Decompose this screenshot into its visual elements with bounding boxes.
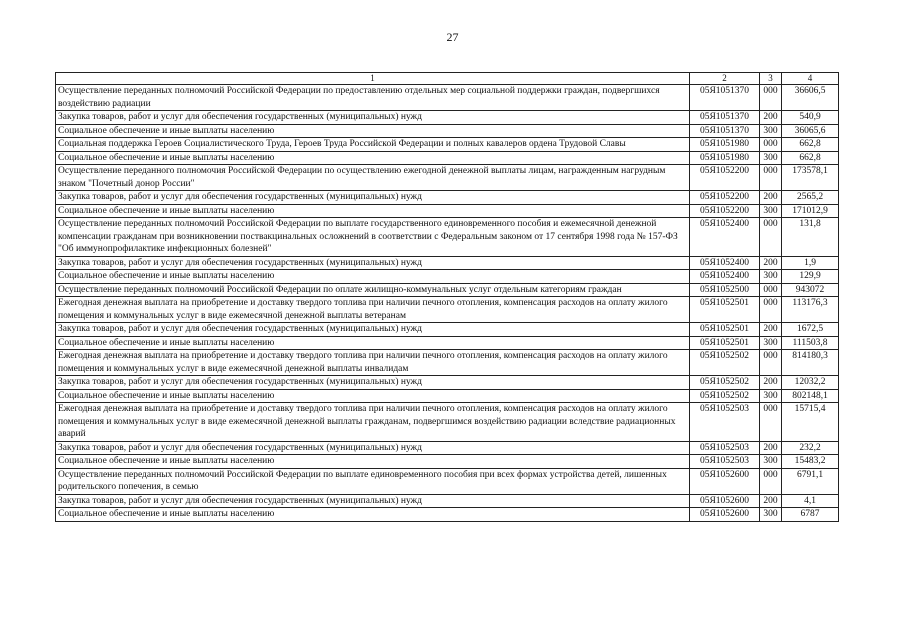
row-type-cell: 000 xyxy=(760,468,782,494)
row-sum-cell: 662,8 xyxy=(782,151,839,165)
header-cell-type: 3 xyxy=(760,73,782,85)
table-row xyxy=(56,124,839,138)
row-code-cell: 05Я1052600 xyxy=(690,468,760,494)
row-name-cell: Социальное обеспечение и иные выплаты населению xyxy=(56,151,690,165)
row-name-cell: Ежегодная денежная выплата на приобретение и доставку твердого топлива при наличии печного отопления, компенсация расходов на оплату жилого помещения и коммунальных услуг в виде ежемесячной денежной выплаты гражданам, подвергшимся воздействию радиации вследствие радиационных аварий xyxy=(56,403,690,442)
row-name-cell: Социальное обеспечение и иные выплаты населению xyxy=(56,270,690,284)
row-code-cell: 05Я1052400 xyxy=(690,256,760,270)
row-type-cell: 000 xyxy=(760,403,782,442)
row-sum-cell: 173578,1 xyxy=(782,165,839,191)
row-type-cell: 200 xyxy=(760,323,782,337)
row-sum-cell: 4,1 xyxy=(782,494,839,508)
row-code-cell: 05Я1052200 xyxy=(690,204,760,218)
table-row xyxy=(56,138,839,152)
table-row xyxy=(56,389,839,403)
row-name-cell: Закупка товаров, работ и услуг для обеспечения государственных (муниципальных) нужд xyxy=(56,441,690,455)
table-row xyxy=(56,151,839,165)
table-row xyxy=(56,204,839,218)
row-code-cell: 05Я1052503 xyxy=(690,441,760,455)
row-name-cell: Социальное обеспечение и иные выплаты населению xyxy=(56,204,690,218)
row-type-cell: 000 xyxy=(760,85,782,111)
row-type-cell: 300 xyxy=(760,455,782,469)
row-code-cell: 05Я1052500 xyxy=(690,283,760,297)
row-sum-cell: 111503,8 xyxy=(782,336,839,350)
row-code-cell: 05Я1051370 xyxy=(690,124,760,138)
table-row xyxy=(56,350,839,376)
row-sum-cell: 36065,6 xyxy=(782,124,839,138)
table-row xyxy=(56,494,839,508)
row-sum-cell: 6791,1 xyxy=(782,468,839,494)
row-name-cell: Закупка товаров, работ и услуг для обеспечения государственных (муниципальных) нужд xyxy=(56,376,690,390)
row-type-cell: 200 xyxy=(760,191,782,205)
row-sum-cell: 6787 xyxy=(782,508,839,522)
row-code-cell: 05Я1052502 xyxy=(690,389,760,403)
row-name-cell: Социальная поддержка Героев Социалистического Труда, Героев Труда Российской Федерации и полных кавалеров ордена Трудовой Славы xyxy=(56,138,690,152)
row-code-cell: 05Я1051980 xyxy=(690,151,760,165)
row-type-cell: 200 xyxy=(760,441,782,455)
row-code-cell: 05Я1052501 xyxy=(690,336,760,350)
row-name-cell: Ежегодная денежная выплата на приобретение и доставку твердого топлива при наличии печного отопления, компенсация расходов на оплату жилого помещения и коммунальных услуг в виде ежемесячной денежной выплаты инвалидам xyxy=(56,350,690,376)
row-sum-cell: 232,2 xyxy=(782,441,839,455)
row-sum-cell: 662,8 xyxy=(782,138,839,152)
table-row xyxy=(56,270,839,284)
row-code-cell: 05Я1052502 xyxy=(690,376,760,390)
row-sum-cell: 12032,2 xyxy=(782,376,839,390)
row-type-cell: 300 xyxy=(760,151,782,165)
row-code-cell: 05Я1052503 xyxy=(690,403,760,442)
row-name-cell: Социальное обеспечение и иные выплаты населению xyxy=(56,508,690,522)
row-code-cell: 05Я1052400 xyxy=(690,218,760,257)
header-cell-sum: 4 xyxy=(782,73,839,85)
table-row xyxy=(56,376,839,390)
header-cell-code: 2 xyxy=(690,73,760,85)
table-row xyxy=(56,441,839,455)
table-row xyxy=(56,508,839,522)
row-name-cell: Осуществление переданных полномочий Российской Федерации по выплате единовременного пособия при всех формах устройства детей, лишенных родительского попечения, в семью xyxy=(56,468,690,494)
row-type-cell: 000 xyxy=(760,218,782,257)
table-row xyxy=(56,191,839,205)
row-sum-cell: 131,8 xyxy=(782,218,839,257)
row-name-cell: Закупка товаров, работ и услуг для обеспечения государственных (муниципальных) нужд xyxy=(56,111,690,125)
row-type-cell: 300 xyxy=(760,389,782,403)
header-row xyxy=(56,73,839,85)
row-type-cell: 300 xyxy=(760,124,782,138)
table-row xyxy=(56,297,839,323)
row-sum-cell: 1,9 xyxy=(782,256,839,270)
row-code-cell: 05Я1052501 xyxy=(690,297,760,323)
table-row xyxy=(56,323,839,337)
row-code-cell: 05Я1051370 xyxy=(690,111,760,125)
row-name-cell: Социальное обеспечение и иные выплаты населению xyxy=(56,389,690,403)
row-code-cell: 05Я1052503 xyxy=(690,455,760,469)
row-code-cell: 05Я1052200 xyxy=(690,165,760,191)
table-row xyxy=(56,468,839,494)
table-row xyxy=(56,256,839,270)
row-type-cell: 000 xyxy=(760,350,782,376)
table-row xyxy=(56,336,839,350)
row-sum-cell: 540,9 xyxy=(782,111,839,125)
row-type-cell: 200 xyxy=(760,111,782,125)
row-type-cell: 200 xyxy=(760,494,782,508)
row-code-cell: 05Я1052200 xyxy=(690,191,760,205)
row-type-cell: 200 xyxy=(760,376,782,390)
budget-table xyxy=(55,72,839,522)
row-sum-cell: 15483,2 xyxy=(782,455,839,469)
row-sum-cell: 802148,1 xyxy=(782,389,839,403)
table-row xyxy=(56,455,839,469)
table-row xyxy=(56,165,839,191)
header-cell-name: 1 xyxy=(56,73,690,85)
row-type-cell: 300 xyxy=(760,270,782,284)
row-code-cell: 05Я1052502 xyxy=(690,350,760,376)
row-type-cell: 000 xyxy=(760,138,782,152)
row-name-cell: Осуществление переданного полномочия Российской Федерации по осуществлению ежегодной денежной выплаты лицам, награжденным нагрудным знаком "Почетный донор России" xyxy=(56,165,690,191)
row-sum-cell: 171012,9 xyxy=(782,204,839,218)
row-sum-cell: 1672,5 xyxy=(782,323,839,337)
row-name-cell: Социальное обеспечение и иные выплаты населению xyxy=(56,455,690,469)
row-type-cell: 300 xyxy=(760,336,782,350)
row-name-cell: Социальное обеспечение и иные выплаты населению xyxy=(56,336,690,350)
row-name-cell: Осуществление переданных полномочий Российской Федерации по предоставлению отдельных мер социальной поддержки граждан, подвергшихся воздействию радиации xyxy=(56,85,690,111)
row-sum-cell: 113176,3 xyxy=(782,297,839,323)
row-type-cell: 000 xyxy=(760,283,782,297)
row-code-cell: 05Я1052600 xyxy=(690,508,760,522)
table-row xyxy=(56,283,839,297)
row-name-cell: Закупка товаров, работ и услуг для обеспечения государственных (муниципальных) нужд xyxy=(56,256,690,270)
table-row xyxy=(56,403,839,442)
row-name-cell: Закупка товаров, работ и услуг для обеспечения государственных (муниципальных) нужд xyxy=(56,323,690,337)
row-code-cell: 05Я1051980 xyxy=(690,138,760,152)
row-type-cell: 300 xyxy=(760,508,782,522)
row-code-cell: 05Я1052400 xyxy=(690,270,760,284)
row-type-cell: 300 xyxy=(760,204,782,218)
table-row xyxy=(56,85,839,111)
row-sum-cell: 2565,2 xyxy=(782,191,839,205)
row-name-cell: Осуществление переданных полномочий Российской Федерации по выплате государственного единовременного пособия и ежемесячной денежной компенсации гражданам при возникновении поствакцинальных осложнений в соответствии с Федеральным законом от 17 сентября 1998 года № 157-ФЗ "Об иммунопрофилактике инфекционных болезней" xyxy=(56,218,690,257)
row-name-cell: Закупка товаров, работ и услуг для обеспечения государственных (муниципальных) нужд xyxy=(56,191,690,205)
row-code-cell: 05Я1052501 xyxy=(690,323,760,337)
row-type-cell: 000 xyxy=(760,297,782,323)
row-sum-cell: 943072 xyxy=(782,283,839,297)
row-type-cell: 200 xyxy=(760,256,782,270)
row-sum-cell: 129,9 xyxy=(782,270,839,284)
page-number: 27 xyxy=(446,30,459,44)
row-code-cell: 05Я1052600 xyxy=(690,494,760,508)
row-name-cell: Социальное обеспечение и иные выплаты населению xyxy=(56,124,690,138)
table-row xyxy=(56,111,839,125)
row-sum-cell: 814180,3 xyxy=(782,350,839,376)
row-type-cell: 000 xyxy=(760,165,782,191)
row-name-cell: Осуществление переданных полномочий Российской Федерации по оплате жилищно-коммунальных услуг отдельным категориям граждан xyxy=(56,283,690,297)
table-row xyxy=(56,218,839,257)
row-code-cell: 05Я1051370 xyxy=(690,85,760,111)
row-name-cell: Закупка товаров, работ и услуг для обеспечения государственных (муниципальных) нужд xyxy=(56,494,690,508)
row-sum-cell: 36606,5 xyxy=(782,85,839,111)
row-name-cell: Ежегодная денежная выплата на приобретение и доставку твердого топлива при наличии печного отопления, компенсация расходов на оплату жилого помещения и коммунальных услуг в виде ежемесячной денежной выплаты ветеранам xyxy=(56,297,690,323)
row-sum-cell: 15715,4 xyxy=(782,403,839,442)
